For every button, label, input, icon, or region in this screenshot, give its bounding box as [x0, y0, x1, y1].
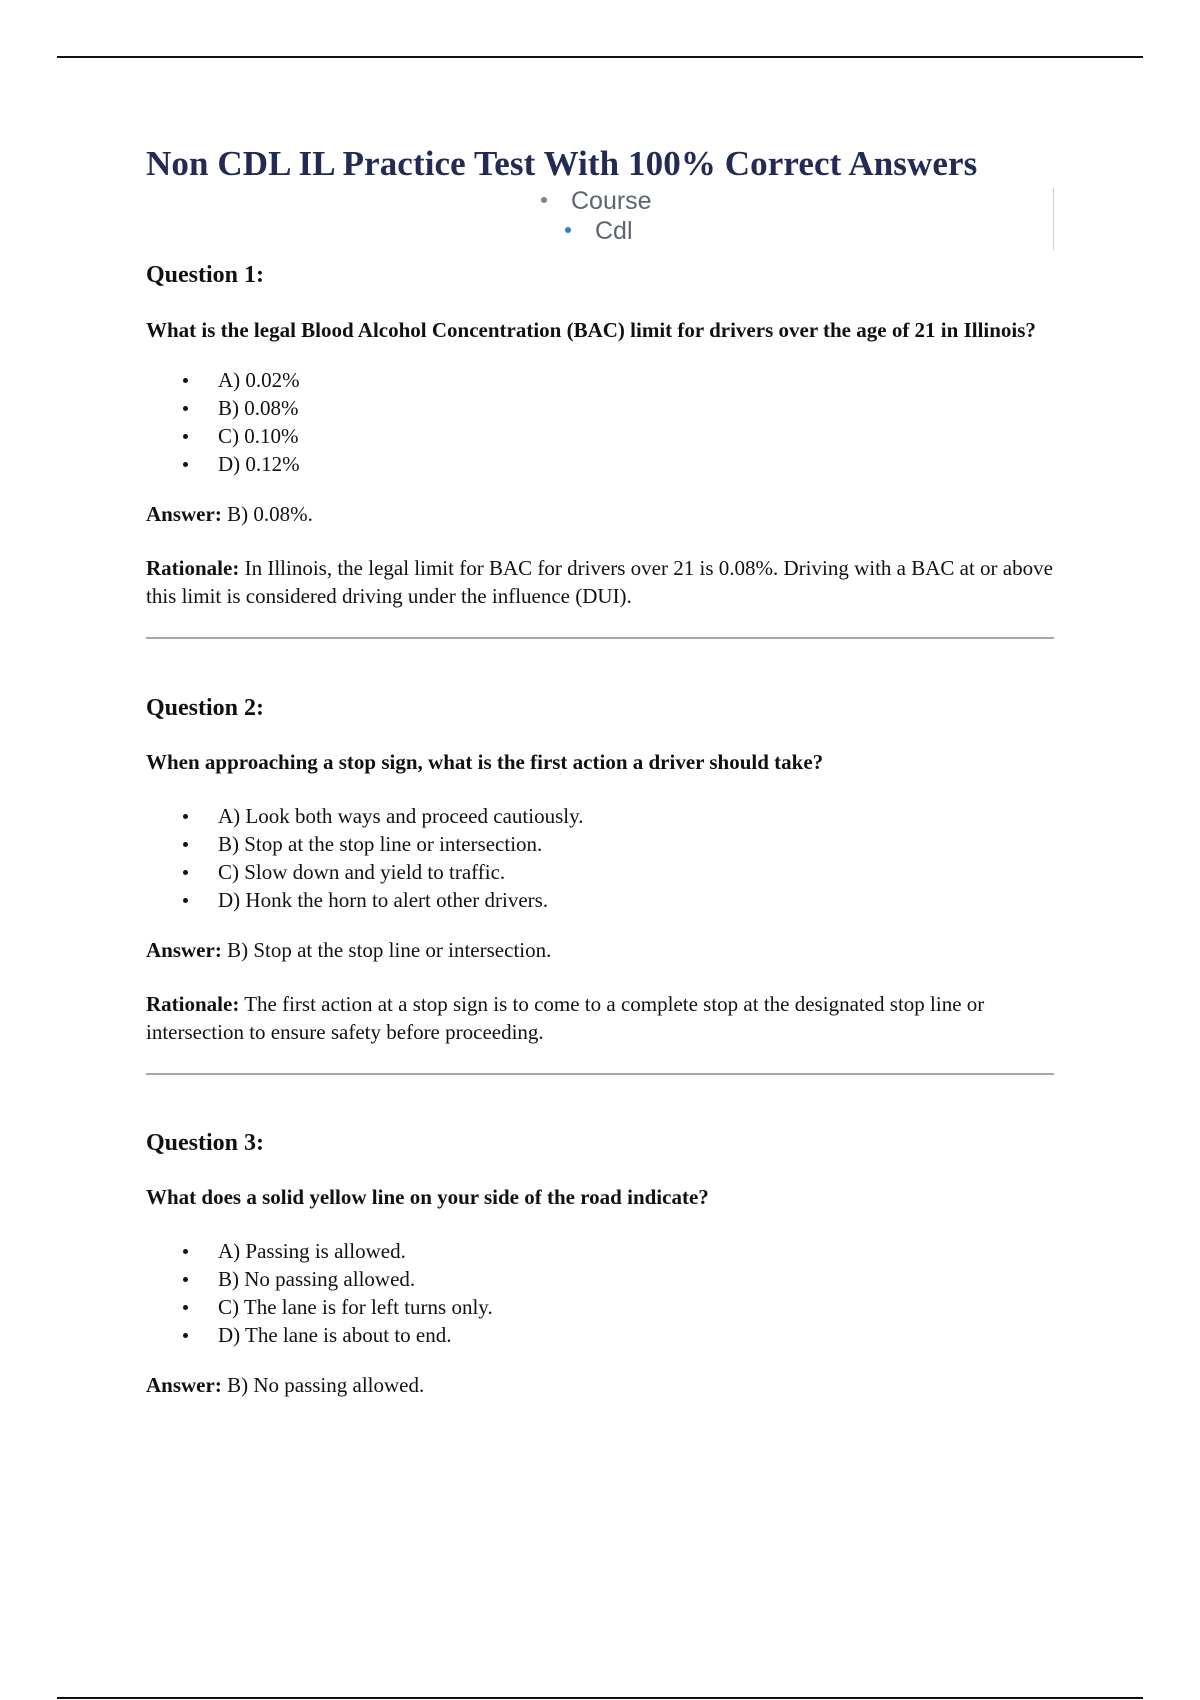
option-label: A) Passing is allowed.	[218, 1239, 406, 1263]
option-item	[146, 1293, 1054, 1321]
bullet-icon	[183, 870, 188, 875]
answer-label: Answer:	[146, 938, 222, 962]
answer-value: B) No passing allowed.	[227, 1373, 425, 1397]
bullet-icon	[183, 462, 188, 467]
tag-item-cdl[interactable]	[565, 216, 633, 246]
option-item	[146, 394, 1054, 422]
option-label: D) 0.12%	[218, 452, 300, 476]
bullet-icon	[183, 814, 188, 819]
rationale-line	[146, 990, 1054, 1046]
answer-label: Answer:	[146, 502, 222, 526]
bullet-icon	[183, 1249, 188, 1254]
option-item	[146, 366, 1054, 394]
rationale-text: In Illinois, the legal limit for BAC for drivers over 21 is 0.08%. Driving with a BAC at or above this limit is considered driving under the influence (DUI).	[146, 556, 1053, 608]
question-2	[146, 693, 1054, 1046]
option-label: A) 0.02%	[218, 368, 300, 392]
option-label: B) No passing allowed.	[218, 1267, 416, 1291]
question-text: When approaching a stop sign, what is the first action a driver should take?	[146, 750, 824, 774]
question-heading: Question 1:	[146, 262, 265, 288]
tag-list	[146, 186, 1054, 250]
option-item	[146, 450, 1054, 478]
bullet-icon	[183, 434, 188, 439]
rationale-label: Rationale:	[146, 992, 240, 1016]
option-label: B) 0.08%	[218, 396, 299, 420]
page-bottom-rule	[57, 1697, 1143, 1699]
option-item	[146, 858, 1054, 886]
section-divider	[146, 1073, 1054, 1075]
document-title: Non CDL IL Practice Test With 100% Correct Answers	[146, 144, 978, 183]
option-label: B) Stop at the stop line or intersection.	[218, 832, 543, 856]
question-text: What is the legal Blood Alcohol Concentration (BAC) limit for drivers over the age of 21 in Illinois?	[146, 318, 1036, 342]
option-list	[146, 366, 1054, 478]
bullet-icon	[541, 197, 547, 203]
option-label: C) Slow down and yield to traffic.	[218, 860, 506, 884]
answer-line	[146, 1371, 1054, 1399]
bullet-icon	[183, 406, 188, 411]
document-body	[146, 140, 1054, 1399]
option-label: C) 0.10%	[218, 424, 299, 448]
tag-divider	[1053, 188, 1054, 250]
option-item	[146, 886, 1054, 914]
bullet-icon	[183, 1305, 188, 1310]
tag-label: Cdl	[595, 217, 633, 245]
rationale-text: The first action at a stop sign is to come to a complete stop at the designated stop line or intersection to ensure safety before proceeding.	[146, 992, 985, 1044]
question-1	[146, 260, 1054, 610]
tag-item-course[interactable]	[541, 186, 652, 216]
page-top-rule	[57, 56, 1143, 58]
option-item	[146, 802, 1054, 830]
question-text: What does a solid yellow line on your side of the road indicate?	[146, 1185, 709, 1209]
option-list	[146, 1237, 1054, 1349]
option-item	[146, 1321, 1054, 1349]
tag-label: Course	[571, 187, 652, 215]
bullet-icon	[183, 378, 188, 383]
question-3	[146, 1128, 1054, 1399]
answer-value: B) Stop at the stop line or intersection.	[227, 938, 552, 962]
answer-value: B) 0.08%.	[227, 502, 313, 526]
option-label: D) Honk the horn to alert other drivers.	[218, 888, 549, 912]
option-item	[146, 1265, 1054, 1293]
bullet-icon	[183, 1277, 188, 1282]
option-label: A) Look both ways and proceed cautiously.	[218, 804, 584, 828]
option-item	[146, 830, 1054, 858]
question-heading: Question 3:	[146, 1130, 265, 1156]
option-list	[146, 802, 1054, 914]
rationale-line	[146, 554, 1054, 610]
question-heading: Question 2:	[146, 695, 265, 721]
answer-label: Answer:	[146, 1373, 222, 1397]
bullet-icon	[183, 898, 188, 903]
bullet-icon	[183, 1333, 188, 1338]
answer-line	[146, 936, 1054, 964]
section-divider	[146, 637, 1054, 639]
option-item	[146, 1237, 1054, 1265]
answer-line	[146, 500, 1054, 528]
rationale-label: Rationale:	[146, 556, 240, 580]
bullet-icon	[183, 842, 188, 847]
option-label: C) The lane is for left turns only.	[218, 1295, 493, 1319]
option-item	[146, 422, 1054, 450]
option-label: D) The lane is about to end.	[218, 1323, 452, 1347]
bullet-icon	[565, 227, 571, 233]
